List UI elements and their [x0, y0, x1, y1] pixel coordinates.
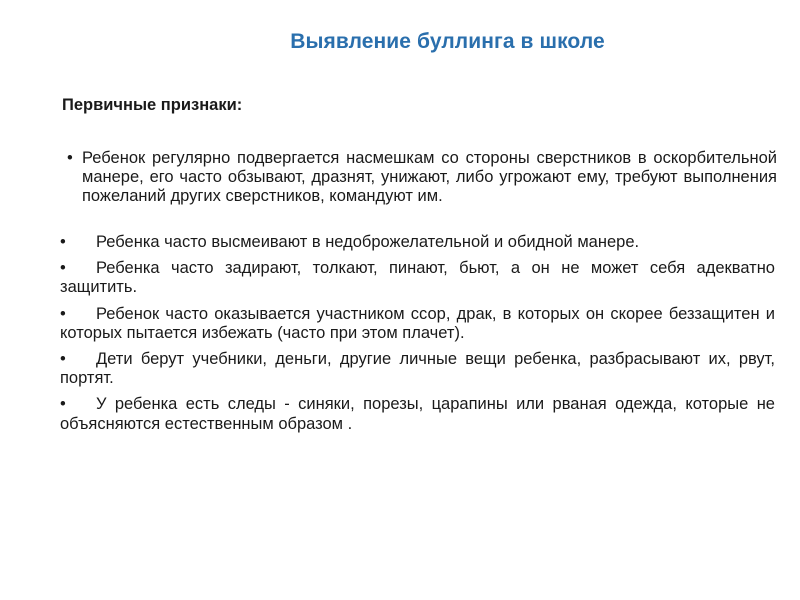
bullet-icon: • [60, 350, 66, 369]
list-item [60, 305, 775, 343]
list-item-text: Ребенок часто оказывается участником ссор, драк, в которых он скорее беззащитен и которых пытается избежать (часто при этом плачет). [60, 304, 775, 342]
bullet-icon: • [67, 149, 73, 167]
list-item-text: Ребенок регулярно подвергается насмешкам со стороны сверстников в оскорбительной манере, его часто обзывают, дразнят, унижают, либо угрожают ему, требуют выполнения пожеланий других сверстников, командуют им. [82, 149, 777, 206]
list-item [60, 233, 775, 252]
subtitle: Первичные признаки: [62, 96, 243, 114]
bullet-icon: • [60, 259, 66, 278]
list-item [60, 395, 775, 433]
bullet-icon: • [60, 395, 66, 414]
list-item [60, 259, 775, 297]
list-item [60, 350, 775, 388]
bullet-icon: • [60, 233, 66, 251]
list-item-text: Ребенка часто задирают, толкают, пинают, бьют, а он не может себя адекватно защитить. [60, 259, 775, 297]
list-item-text: У ребенка есть следы - синяки, порезы, царапины или рваная одежда, которые не объясняются естественным образом . [60, 395, 775, 433]
list-item [67, 149, 777, 207]
bullet-icon: • [60, 304, 66, 323]
bullet-list [60, 233, 775, 441]
list-item-text: Дети берут учебники, деньги, другие личные вещи ребенка, разбрасывают их, рвут, портят. [60, 350, 775, 388]
list-item-text: Ребенка часто высмеивают в недоброжелательной и обидной манере. [96, 233, 640, 251]
slide-title: Выявление буллинга в школе [290, 30, 605, 53]
